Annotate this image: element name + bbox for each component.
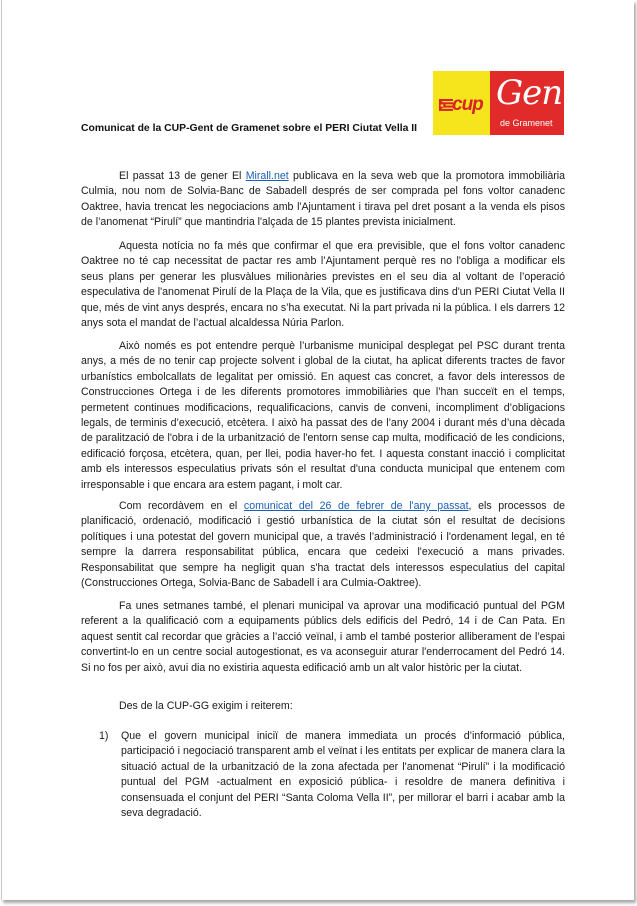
document-page xyxy=(1,0,634,900)
paragraph-1 xyxy=(81,169,565,231)
paragraph-5 xyxy=(81,599,565,676)
paragraph-text: Això només es pot entendre perquè l’urbanisme municipal desplegat pel PSC durant trenta anys, a més de no tenir cap projecte solvent i global de la ciutat, ha aplicat diferents tractes de favor urbanístics embolcallats de legalitat per omissió. En aquest cas concret, a favor dels interessos de Construcciones Ortega i de les diferents promotores immobiliàries que l’han succeït en el temps, permetent continues modificacions, requalificacions, canvis de conveni, incompliment d’obligacions legals, de terminis d’execució, etcètera. I això ha passat des de l’any 2004 i durant més d’una dècada de paralització de l'obra i de la urbanització de l'entorn sense cap multa, modificació de les condicions, edificació forçosa, etcètera, quan, per llei, podia haver-ho fet. I aquesta constant inacció i complicitat amb els interessos especulatius privats són el resultat d'una conducta municipal que entenem com irresponsable i que encara ara estem pagant, i molt car. xyxy=(81,340,565,491)
paragraph-text: publicava en la seva web que la promotora immobiliària Culmia, nou nom de Solvia-Banc de Sabadell després de ser comprada pel fons voltor canadenc Oaktree, havia trencat les negociacions amb l'Ajuntament i tirava pel dret posant a la venda els pisos de l’anomenat “Pirulí” que mantindria l'alçada de 15 plantes prevista inicialment. xyxy=(81,170,566,229)
gent-subtitle: de Gramenet xyxy=(500,118,553,128)
list-item-text: Que el govern municipal iniciï de manera immediata un procés d’informació pública, participació i negociació transparent amb el veïnat i les entitats per explicar de manera clara la situació actual de la urbanització de la zona afectada per l'anomenat “Pirulí” i la modificació puntual del PGM -actualment en exposició pública- i resoldre de manera definitiva i consensuada el conjunt del PERI “Santa Coloma Vella II”, per millorar el barri i acabar amb la seva degradació. xyxy=(121,730,565,820)
paragraph-6 xyxy=(81,699,565,714)
paragraph-text: Des de la CUP-GG exigim i reiterem: xyxy=(119,700,293,712)
gent-logo-panel xyxy=(490,71,575,135)
paragraph-text: Fa unes setmanes també, el plenari municipal va aprovar una modificació puntual del PGM referent a la qualificació com a equipaments públics dels edificis del Pedró, 14 i de Can Pata. En aquest sentit cal recordar que gràcies a l’acció veïnal, i amb el també posterior alliberament de l’espai convertint-lo en un centre social autogestionat, es va aconseguir aturar l'enderrocament del Pedró 14. Si no fos per això, avui dia no existiria aquesta edificació amb un alt valor històric per la ciutat. xyxy=(81,600,565,674)
paragraph-text: Aquesta notícia no fa més que confirmar el que era previsible, que el fons voltor canadenc Oaktree no té cap necessitat de pactar res amb l’Ajuntament perquè res no l'obliga a modificar els seus plans per generar les plusvàlues milionàries previstes en el seu dia al voltant de l’operació especulativa de l'anomenat Pirulí de la Plaça de la Vila, que es justificava dins d'un PERI Ciutat Vella II que, més de vint anys després, encara no s’ha executat. Ni la part privada ni la pública. I els darrers 12 anys sota el mandat de l’actual alcaldessa Núria Parlon. xyxy=(81,240,565,330)
paragraph-3 xyxy=(81,339,565,493)
estelada-flag-icon xyxy=(439,99,453,111)
gent-wordmark: Gent xyxy=(496,73,575,113)
paragraph-2 xyxy=(81,239,565,331)
paragraph-text: El passat 13 de gener El xyxy=(119,170,246,182)
cup-gent-logo xyxy=(433,71,575,135)
comunicat-link[interactable]: comunicat del 26 de febrer de l'any passat xyxy=(243,500,469,512)
paragraph-text: , els processos de planificació, ordenació, modificació i gestió urbanística de la ciutat són el resultat de decisions polítiques i una potestat del govern municipal que, a través l’administració i l'ordenament legal, en té sempre la darrera responsabilitat pública, encara que cedeixi l'execució a mans privades. Responsabilitat que sempre ha negligit quan s'ha tractat dels interessos especulatius del capital (Construcciones Ortega, Solvia-Banc de Sabadell i ara Culmia-Oaktree). xyxy=(81,500,565,590)
cup-logo-panel xyxy=(433,71,490,135)
mirall-link[interactable]: Mirall.net xyxy=(245,170,289,182)
document-title: Comunicat de la CUP-Gent de Gramenet sobre el PERI Ciutat Vella II xyxy=(81,123,418,134)
paragraph-text: Com recordàvem en el xyxy=(119,500,244,512)
cup-wordmark: cup xyxy=(452,94,483,115)
list-item xyxy=(99,729,565,821)
paragraph-4 xyxy=(81,499,565,591)
demands-list xyxy=(99,729,565,821)
list-item-number: 1) xyxy=(99,730,109,742)
